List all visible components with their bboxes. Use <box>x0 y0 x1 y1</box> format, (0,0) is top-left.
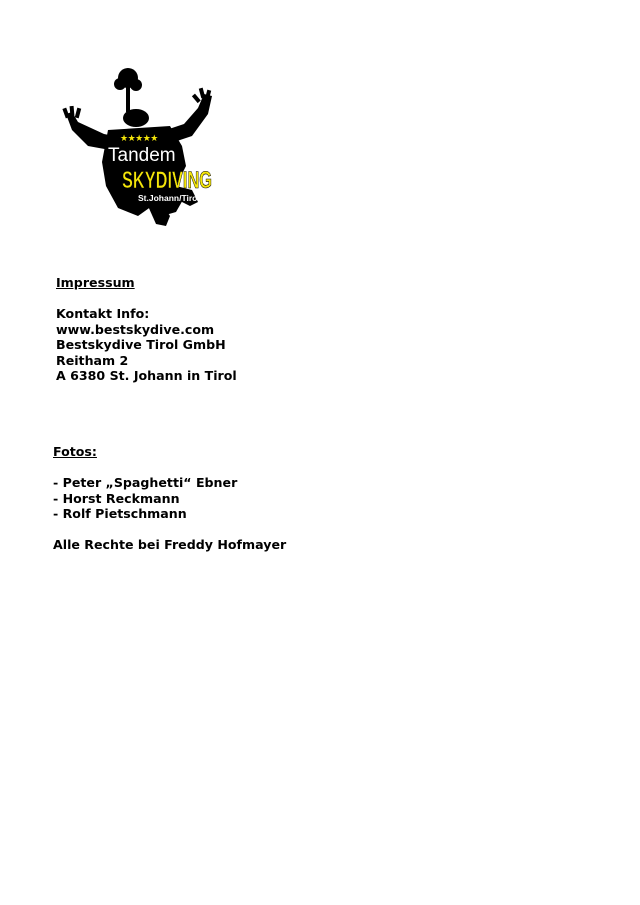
impressum-heading: Impressum <box>56 275 135 290</box>
logo-word-skydiving: SKYDIVING <box>122 167 212 194</box>
logo-word-location: St.Johann/Tirol <box>138 193 200 203</box>
street-address: Reitham 2 <box>56 352 129 368</box>
logo-word-tandem: Tandem <box>108 145 176 166</box>
city-address: A 6380 St. Johann in Tirol <box>56 368 237 384</box>
impressum-section <box>56 275 135 291</box>
logo-stars: ★★★★★ <box>120 134 158 144</box>
contact-label: Kontakt Info: <box>56 306 150 321</box>
photo-credit-item: - Peter „Spaghetti“ Ebner <box>53 475 238 490</box>
website-text: www.bestskydive.com <box>56 321 215 337</box>
photo-credit-item: - Rolf Pietschmann <box>53 506 187 522</box>
photo-credit-item: - Horst Reckmann <box>53 490 180 506</box>
copyright-notice <box>53 537 286 553</box>
fotos-heading: Fotos: <box>53 444 97 459</box>
contact-info <box>56 306 237 384</box>
company-name: Bestskydive Tirol GmbH <box>56 337 226 353</box>
fotos-section <box>53 444 97 460</box>
copyright-text: Alle Rechte bei Freddy Hofmayer <box>53 537 287 552</box>
tandem-skydiving-logo <box>58 66 228 231</box>
photo-credits-list <box>53 475 237 522</box>
